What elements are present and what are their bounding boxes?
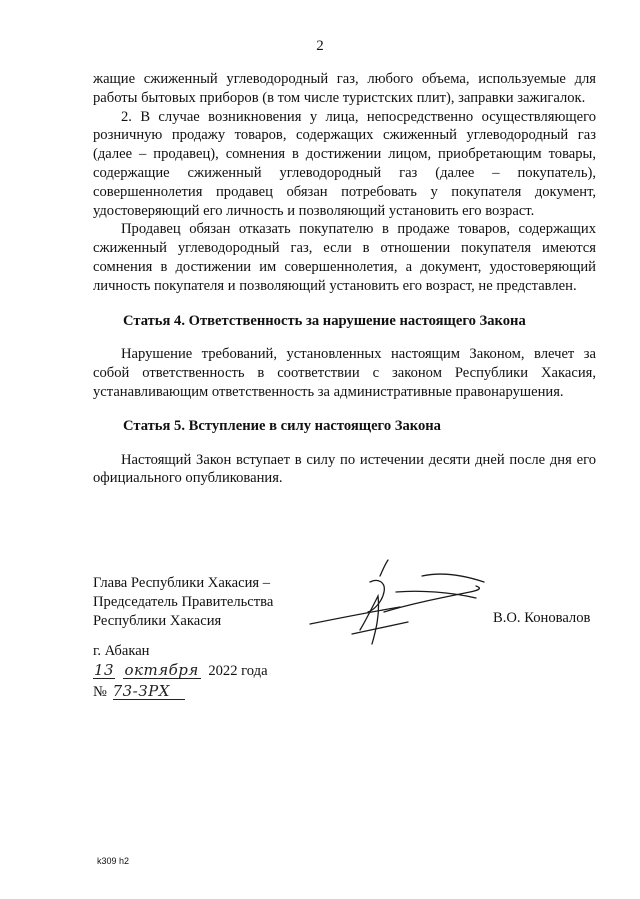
handwritten-signature-icon xyxy=(300,552,500,662)
signatory-title-line-2: Председатель Правительства xyxy=(93,593,274,610)
signatory-title-line-1: Глава Республики Хакасия – xyxy=(93,575,271,591)
date-day: 13 xyxy=(93,661,115,679)
number-value: 73-ЗРХ xyxy=(113,683,185,700)
document-body xyxy=(93,70,596,488)
place-of-signing: г. Абакан xyxy=(93,643,150,659)
signatory-title-line-3: Республики Хакасия xyxy=(93,612,222,629)
signatory-title xyxy=(93,574,273,630)
footer-document-code: k309 h2 xyxy=(97,856,130,866)
signing-date xyxy=(93,662,333,684)
number-sign: № xyxy=(93,684,107,700)
page-number: 2 xyxy=(316,38,324,54)
article-5-text: Настоящий Закон вступает в силу по истечении десяти дней после дня его официального опубликования. xyxy=(93,451,596,487)
signatory-name: В.О. Коновалов xyxy=(493,610,591,626)
date-year: 2022 года xyxy=(208,663,268,679)
article-5-heading: Статья 5. Вступление в силу настоящего Закона xyxy=(123,417,441,434)
article-4-heading: Статья 4. Ответственность за нарушение настоящего Закона xyxy=(123,312,526,329)
paragraph-continuation: жащие сжиженный углеводородный газ, любого объема, используемые для работы бытовых приборов (в том числе туристских плит), заправки зажигалок. xyxy=(93,71,596,106)
law-number xyxy=(93,683,333,705)
paragraph-refusal: Продавец обязан отказать покупателю в продаже товаров, содержащих сжиженный углеводородный газ, если в отношении покупателя имеются сомнения в достижении им совершеннолетия, а документ, удостоверяющий личность покупателя и позволяющий установить его возраст, не представлен. xyxy=(93,221,596,294)
article-4-text: Нарушение требований, установленных настоящим Законом, влечет за собой ответственность в соответствии с законом Республики Хакасия, устанавливающим ответственность за административные правонарушения. xyxy=(93,346,596,400)
paragraph-item-2: 2. В случае возникновения у лица, непосредственно осуществляющего розничную продажу товаров, содержащих сжиженный углеводородный газ (далее – продавец), сомнения в достижении лицом, приобретающим товары, содержащие сжиженный углеводородный газ (далее – покупатель), совершеннолетия продавец обязан потребовать у покупателя документ, удостоверяющий его личность и позволяющий установить его возраст. xyxy=(93,108,596,219)
date-month: октября xyxy=(124,661,199,679)
